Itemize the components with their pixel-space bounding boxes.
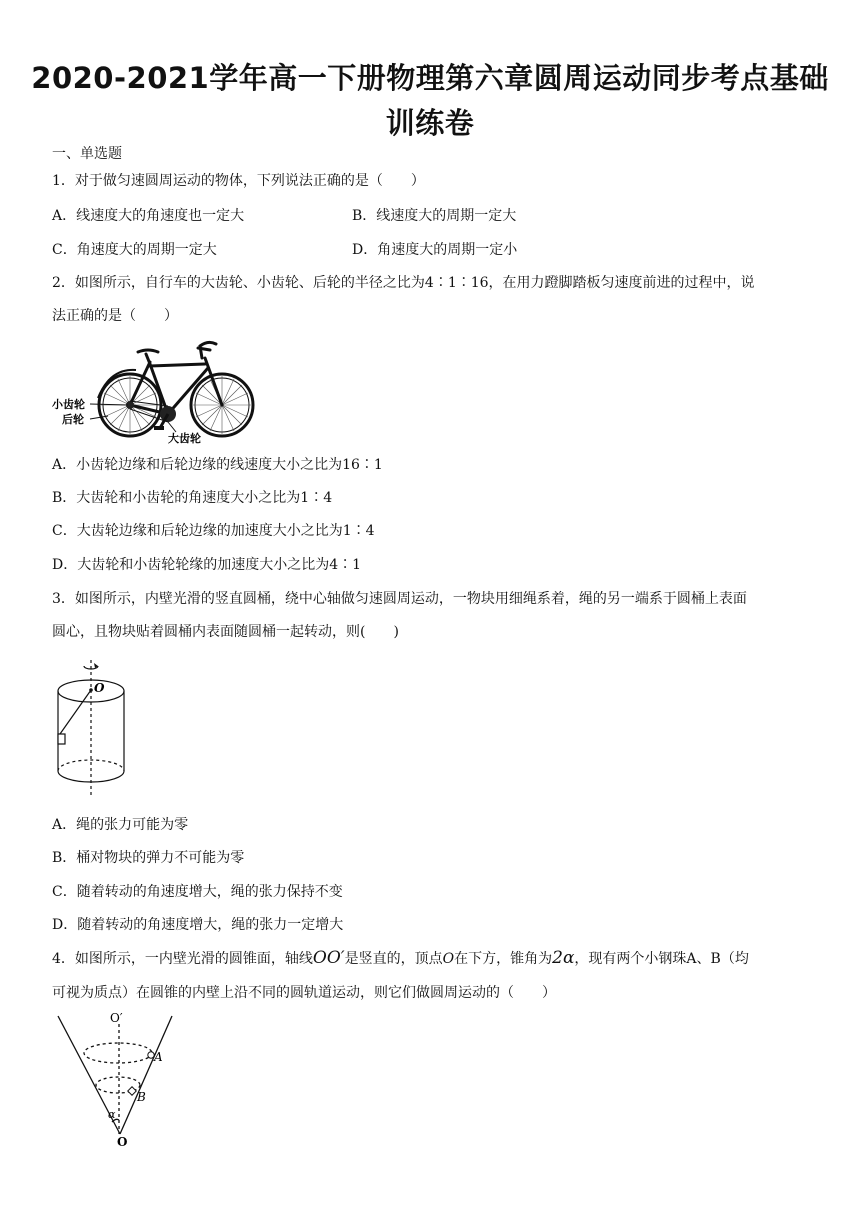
q4-stem-part-b: 是竖直的，顶点 [344,951,443,967]
q3-stem-line-1: 3．如图所示，内壁光滑的竖直圆桶，绕中心轴做匀速圆周运动，一物块用细绳系着，绳的另一端系于圆桶上表面 [52,591,747,607]
q1-option-c: C．角速度大的周期一定大 [52,242,217,258]
q4-stem-line-1 [52,948,749,969]
q3-option-b: B．桶对物块的弹力不可能为零 [52,850,245,866]
cone-top-label: O′ [110,1011,123,1025]
bead-a-label: A [154,1050,163,1064]
q4-vertex-symbol: O [442,951,455,967]
title-line-1: 2020-2021学年高一下册物理第六章圆周运动同步考点基础 [31,61,829,95]
q3-stem-line-2: 圆心，且物块贴着圆桶内表面随圆桶一起转动，则( ) [52,624,399,640]
q1-option-a: A．线速度大的角速度也一定大 [52,208,245,224]
small-gear-label: 小齿轮 [52,398,85,411]
q3-option-d: D．随着转动的角速度增大，绳的张力一定增大 [52,917,344,933]
cylinder-figure [50,654,140,804]
q4-stem-part-a: 4．如图所示，一内壁光滑的圆锥面，轴线 [52,951,313,967]
q4-stem-line-2: 可视为质点）在圆锥的内壁上沿不同的圆轨道运动，则它们做圆周运动的（ ） [52,985,556,1001]
q2-option-d: D．大齿轮和小齿轮轮缘的加速度大小之比为4∶1 [52,557,362,573]
q1-stem: 1．对于做匀速圆周运动的物体，下列说法正确的是（ ） [52,173,425,189]
title-line-2: 训练卷 [385,106,475,140]
q4-stem-part-c: 在下方，锥角为 [454,951,553,967]
rear-wheel-label: 后轮 [62,413,84,426]
q4-axis-symbol: OO′ [312,948,345,968]
q1-option-b: B．线速度大的周期一定大 [352,208,517,224]
q2-option-c: C．大齿轮边缘和后轮边缘的加速度大小之比为1∶4 [52,523,375,539]
big-gear-label: 大齿轮 [168,432,201,445]
q2-stem-line-1: 2．如图所示，自行车的大齿轮、小齿轮、后轮的半径之比为4∶1∶16，在用力蹬脚踏板匀速度前进的过程中，说 [52,275,755,291]
bead-b-label: B [137,1090,146,1104]
bicycle-figure [50,336,260,446]
q3-option-c: C．随着转动的角速度增大，绳的张力保持不变 [52,884,343,900]
q3-option-a: A．绳的张力可能为零 [52,817,189,833]
q2-stem-line-2: 法正确的是（ ） [52,308,178,324]
cylinder-center-label: O [94,681,105,695]
cone-figure [50,1010,190,1148]
cone-angle-label: α [108,1108,116,1121]
q4-stem-part-d: ，现有两个小钢珠A、B（均 [574,951,749,967]
q2-option-b: B．大齿轮和小齿轮的角速度大小之比为1∶4 [52,490,333,506]
q1-option-d: D．角速度大的周期一定小 [352,242,518,258]
cone-vertex-label: O [117,1135,128,1148]
section-heading: 一、单选题 [52,146,122,162]
q4-angle-symbol: 2α [552,948,575,968]
q2-option-a: A．小齿轮边缘和后轮边缘的线速度大小之比为16∶1 [52,457,383,473]
